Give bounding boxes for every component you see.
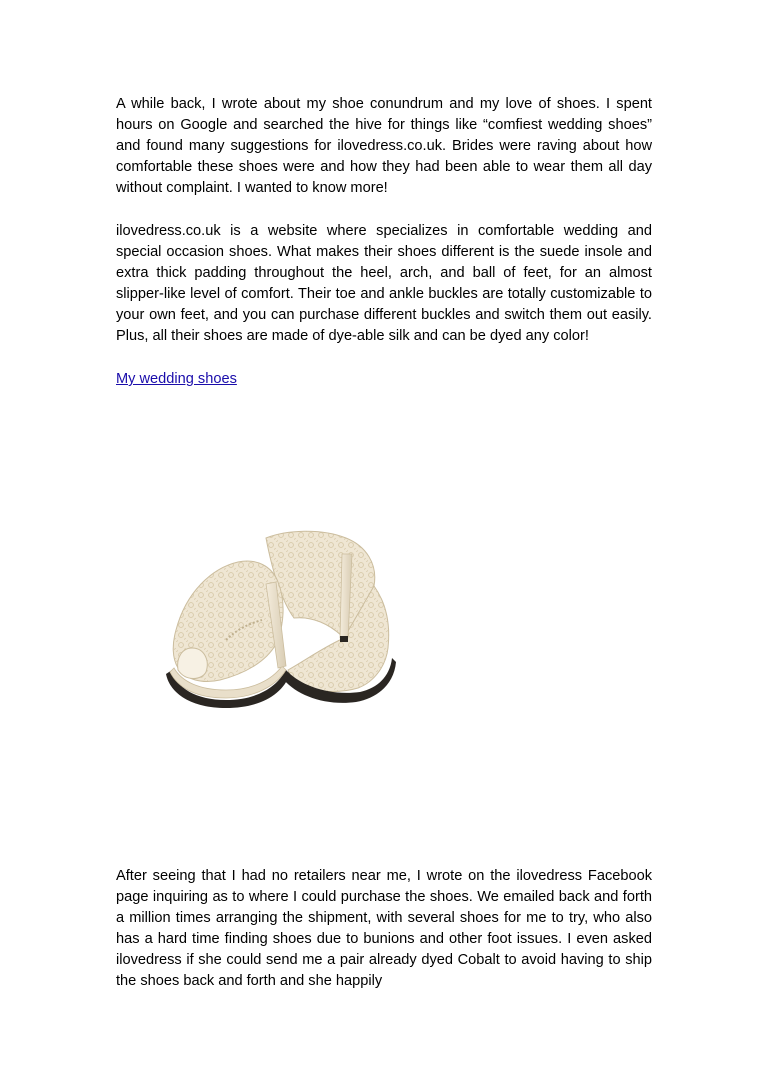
- article-body: [116, 94, 652, 390]
- paragraph-intro: A while back, I wrote about my shoe conundrum and my love of shoes. I spent hours on Google and searched the hive for things like “comfiest wedding shoes” and found many suggestions for ilovedress.co.uk. Brides were raving about how comfortable these shoes were and how they had been able to wear them all day without complaint. I wanted to know more!: [116, 96, 652, 196]
- wedding-shoes-link[interactable]: My wedding shoes: [116, 371, 237, 387]
- shoe-image: [116, 520, 406, 720]
- paragraph-about-site: ilovedress.co.uk is a website where specializes in comfortable wedding and special occasion shoes. What makes their shoes different is the suede insole and extra thick padding throughout the heel, arch, and ball of feet, for an almost slipper-like level of comfort. Their toe and ankle buckles are totally customizable to your own feet, and you can purchase different buckles and switch them out easily. Plus, all their shoes are made of dye-able silk and can be dyed any color!: [116, 223, 652, 344]
- front-shoe: [166, 561, 290, 708]
- paragraph-purchase: After seeing that I had no retailers near me, I wrote on the ilovedress Facebook page inquiring as to where I could purchase the shoes. We emailed back and forth a million times arranging the shipment, with several shoes for me to try, who also has a hard time finding shoes due to bunions and other foot issues. I even asked ilovedress if she could send me a pair already dyed Cobalt to avoid having to ship the shoes back and forth and she happily: [116, 868, 652, 989]
- shoe-illustration: [116, 520, 406, 720]
